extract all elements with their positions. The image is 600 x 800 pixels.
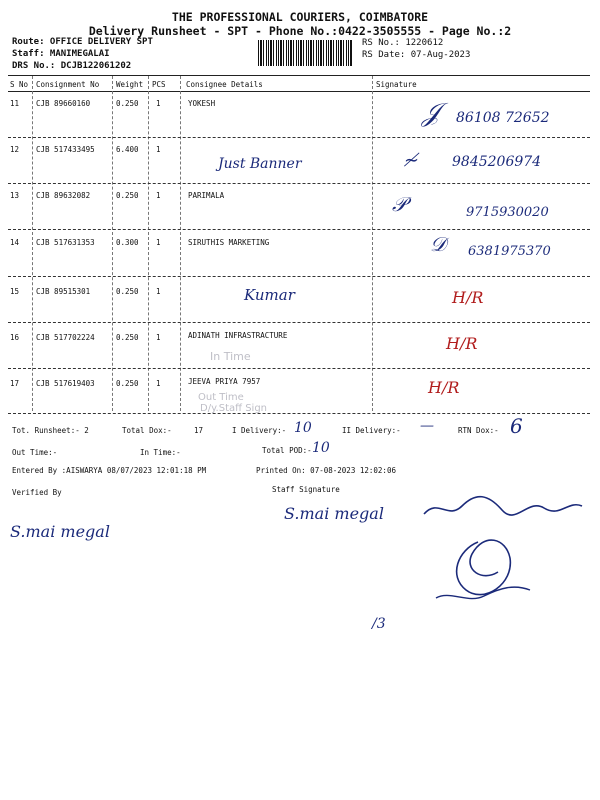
out-time-label: Out Time:- (12, 448, 58, 457)
col-weight: Weight (116, 80, 144, 89)
entered-by: Entered By :AISWARYA 08/07/2023 12:01:18 PM (12, 466, 207, 475)
col-signature: Signature (376, 80, 417, 89)
row-consignment: CJB 89515301 (36, 287, 91, 296)
row-consignment: CJB 517702224 (36, 333, 95, 342)
row-consignment: CJB 89632082 (36, 191, 91, 200)
row-sno: 13 (10, 191, 20, 200)
stamp-in-time: In Time (210, 350, 251, 363)
stamp-staff-sign: D/y.Staff Sign (200, 403, 268, 414)
i-delivery-label: I Delivery:- (232, 426, 287, 435)
col-divider (32, 76, 33, 411)
total-runsheet: Tot. Runsheet:- 2 (12, 426, 89, 435)
document-title: THE PROFESSIONAL COURIERS, COIMBATORE (171, 10, 429, 24)
row-pcs: 1 (156, 238, 161, 247)
col-divider (148, 76, 149, 411)
row-handwritten-name: Just Banner (218, 156, 302, 172)
row-sno: 14 (10, 238, 20, 247)
row-divider (8, 137, 590, 138)
ii-delivery-label: II Delivery:- (342, 426, 401, 435)
verified-by-label: Verified By (12, 488, 62, 497)
row-signature-mark: 𝒫 (392, 192, 407, 216)
row-sno: 15 (10, 287, 20, 296)
row-consignee: JEEVA PRIYA 7957 (188, 377, 261, 386)
row-consignment: CJB 89660160 (36, 99, 91, 108)
printed-on: Printed On: 07-08-2023 12:02:06 (256, 466, 396, 475)
row-consignee: YOKESH (188, 99, 216, 108)
table-bottom-rule (8, 413, 590, 414)
row-weight: 0.250 (116, 99, 139, 108)
total-dox-value: 17 (194, 426, 204, 435)
total-pod-value: 10 (312, 440, 330, 456)
rtn-dox-value: 6 (510, 414, 523, 438)
row-weight: 6.400 (116, 145, 139, 154)
barcode (258, 40, 353, 66)
row-sno: 16 (10, 333, 20, 342)
row-consignment: CJB 517433495 (36, 145, 95, 154)
total-pod-label: Total POD:- (262, 446, 312, 455)
verified-signature: S.mai megal (10, 522, 110, 541)
row-signature-phone: 86108 72652 (456, 110, 550, 126)
staff-label: Staff: MANIMEGALAI (12, 49, 110, 59)
rs-date: RS Date: 07-Aug-2023 (362, 50, 471, 60)
drs-number: DRS No.: DCJB122061202 (12, 61, 132, 71)
row-weight: 0.250 (116, 379, 139, 388)
row-weight: 0.250 (116, 333, 139, 342)
col-sno: S No (10, 80, 29, 89)
col-consignment: Consignment No (36, 80, 100, 89)
in-time-label: In Time:- (140, 448, 181, 457)
route-label: Route: OFFICE DELIVERY SPT (12, 37, 153, 47)
row-divider (8, 229, 590, 230)
row-signature-phone: 6381975370 (468, 244, 551, 259)
row-divider (8, 368, 590, 369)
row-divider (8, 322, 590, 323)
row-sno: 12 (10, 145, 20, 154)
row-consignee: PARIMALA (188, 191, 225, 200)
row-signature-phone: 9715930020 (466, 205, 549, 220)
col-divider (112, 76, 113, 411)
row-handwritten-name: Kumar (244, 286, 295, 304)
ii-delivery-value: — (420, 418, 434, 434)
row-signature-mark: 𝒥 (422, 98, 440, 128)
total-dox-label: Total Dox:- (122, 426, 172, 435)
rtn-dox-label: RTN Dox:- (458, 426, 499, 435)
col-divider (180, 76, 181, 411)
row-signature-mark: 𝒟 (430, 232, 446, 256)
row-status-hr: H/R (428, 378, 460, 397)
row-consignee: ADINATH INFRASTRACTURE (188, 331, 288, 340)
row-divider (8, 183, 590, 184)
row-consignee: SIRUTHIS MARKETING (188, 238, 270, 247)
row-status-hr: H/R (446, 334, 478, 353)
i-delivery-value: 10 (294, 420, 312, 436)
col-divider (372, 76, 373, 411)
row-sno: 17 (10, 379, 20, 388)
table-top-rule (8, 75, 590, 76)
page-mark: /3 (372, 616, 386, 632)
row-pcs: 1 (156, 145, 161, 154)
rs-number: RS No.: 1220612 (362, 38, 444, 48)
signature-scribble (418, 480, 588, 620)
row-consignment: CJB 517619403 (36, 379, 95, 388)
col-consignee: Consignee Details (186, 80, 263, 89)
staff-signature-label: Staff Signature (272, 485, 340, 494)
row-pcs: 1 (156, 191, 161, 200)
col-pcs: PCS (152, 80, 166, 89)
row-status-hr: H/R (452, 288, 484, 307)
row-pcs: 1 (156, 379, 161, 388)
row-pcs: 1 (156, 333, 161, 342)
row-signature-mark: ≁ (404, 150, 420, 171)
row-weight: 0.300 (116, 238, 139, 247)
row-signature-phone: 9845206974 (452, 154, 542, 170)
row-pcs: 1 (156, 99, 161, 108)
stamp-out-time: Out Time (198, 392, 244, 403)
row-weight: 0.250 (116, 191, 139, 200)
row-pcs: 1 (156, 287, 161, 296)
row-consignment: CJB 517631353 (36, 238, 95, 247)
document-subtitle: Delivery Runsheet - SPT - Phone No.:0422-3505555 - Page No.:2 (88, 24, 512, 38)
row-divider (8, 276, 590, 277)
row-weight: 0.250 (116, 287, 139, 296)
table-header-rule (8, 91, 590, 92)
staff-signature: S.mai megal (284, 504, 384, 523)
row-sno: 11 (10, 99, 20, 108)
